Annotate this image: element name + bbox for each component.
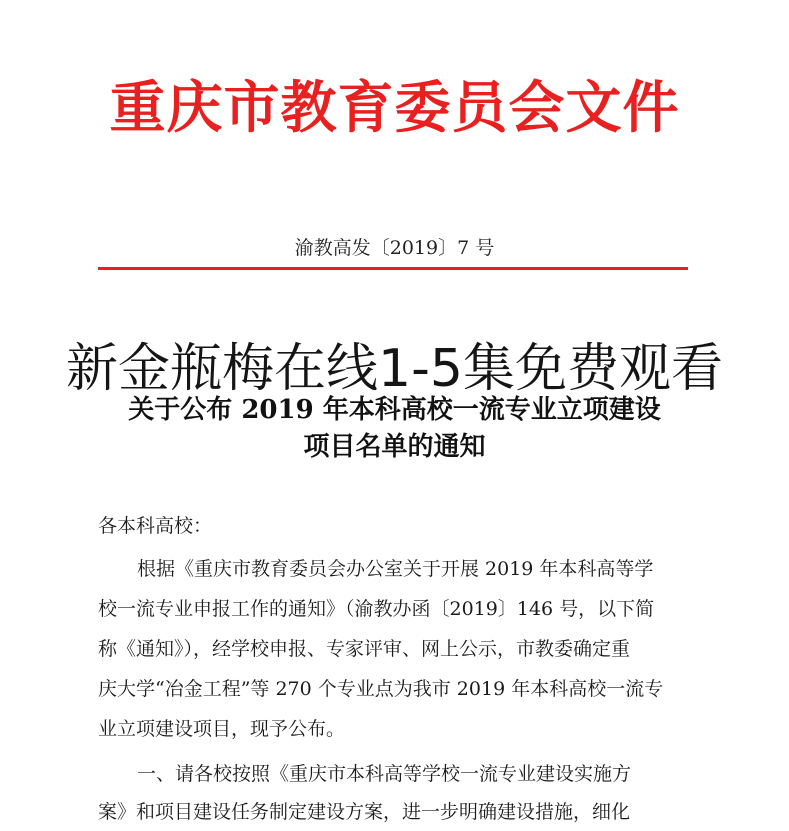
body-line-4: 庆大学“冶金工程”等 270 个专业点为我市 2019 年本科高校一流专 bbox=[98, 678, 664, 700]
body-line-5: 业立项建设项目，现予公布。 bbox=[98, 718, 346, 740]
overlay-caption: 新金瓶梅在线1-5集免费观看 bbox=[66, 339, 723, 399]
document-number: 渝教高发〔2019〕7 号 bbox=[294, 237, 495, 259]
salutation: 各本科高校： bbox=[98, 515, 213, 537]
body-line-7: 案》和项目建设任务制定建设方案，进一步明确建设措施，细化 bbox=[98, 801, 631, 823]
body-line-3: 称《通知》），经学校申报、专家评审、网上公示，市教委确定重 bbox=[98, 638, 631, 660]
subject-title-line-2: 项目名单的通知 bbox=[303, 432, 486, 462]
body-line-1: 根据《重庆市教育委员会办公室关于开展 2019 年本科高等学 bbox=[137, 558, 654, 580]
header-divider bbox=[98, 267, 688, 270]
subject-title-line-1: 关于公布 2019 年本科高校一流专业立项建设 bbox=[128, 395, 661, 425]
document-header-title: 重庆市教育委员会文件 bbox=[109, 75, 680, 141]
body-line-2: 校一流专业申报工作的通知》（渝教办函〔2019〕146 号，以下简 bbox=[98, 598, 655, 620]
body-line-6: 一、请各校按照《重庆市本科高等学校一流专业建设实施方 bbox=[137, 763, 632, 785]
